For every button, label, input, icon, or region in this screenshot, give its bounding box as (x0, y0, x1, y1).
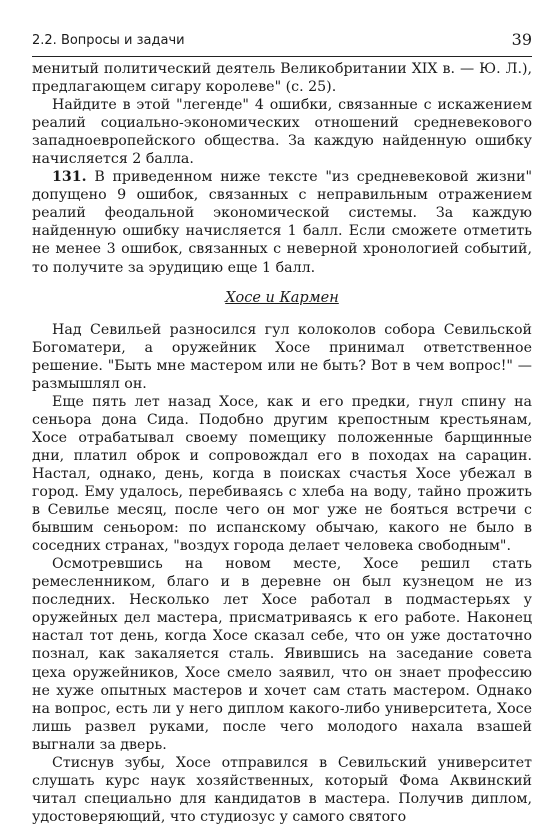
running-header (32, 30, 532, 57)
page-body (32, 60, 532, 826)
task-131-text: В приведенном ниже тексте "из средневековой жизни" допущено 9 ошибок, связанных с неправильным отражением реалий феодальной экономической системы. За каждую найденную ошибку начисляется 1 балл. Если сможете отметить не менее 3 ошибок, связанных с неверной хронологией событий, то получите за эрудицию еще 1 балл. (32, 169, 533, 276)
story-paragraph-4: Стиснув зубы, Хосе отправился в Севильский университет слушать курс наук хозяйственных, который Фома Аквинский читал специально для кандидатов в мастера. Получив диплом, удостоверяющий, что студиозус у самого святого (32, 754, 532, 825)
paragraph-task-130-instruction: Найдите в этой "легенде" 4 ошибки, связанные с искажением реалий социально-экономических отношений средневекового западноевропейского общества. За каждую найденную ошибку начисляется 2 балла. (32, 97, 532, 168)
section-title: 2.2. Вопросы и задачи (32, 33, 185, 48)
story-title: Хосе и Кармен (225, 289, 339, 306)
story-paragraph-2: Еще пять лет назад Хосе, как и его предки, гнул спину на сеньора дона Сида. Подобно другим крепостным крестьянам, Хосе отрабатывал своему помещику положенные барщинные дни, платил оброк и сопровождал его в походах на сарацин. Настал, однако, день, когда в поисках счастья Хосе убежал в город. Ему удалось, перебиваясь с хлеба на воду, тайно прожить в Севилье месяц, после чего он мог уже не бояться встречи с бывшим сеньором: по испанскому обычаю, какого не было в соседних странах, "воздух города делает человека свободным". (32, 393, 532, 555)
story-paragraph-3: Осмотревшись на новом месте, Хосе решил стать ремесленником, благо и в деревне он был кузнецом не из последних. Несколько лет Хосе работал в подмастерьях у оружейных дел мастера, присматриваясь к его работе. Наконец настал тот день, когда Хосе сказал себе, что он уже достаточно познал, как закаляется сталь. Явившись на заседание совета цеха оружейников, Хосе смело заявил, что он знает профессию не хуже опытных мастеров и хочет сам стать мастером. Однако на вопрос, есть ли у него диплом какого-либо университета, Хосе лишь развел руками, после чего молодого нахала взашей выгнали за дверь. (32, 556, 532, 753)
story-paragraph-1: Над Севильей разносился гул колоколов собора Севильской Богоматери, а оружейник Хосе принимал ответственное решение. "Быть мне мастером или не быть? Вот в чем вопрос!" — размышлял он. (32, 321, 532, 392)
task-number: 131. (52, 169, 87, 186)
page-number: 39 (511, 30, 532, 49)
paragraph-continuation: менитый политический деятель Великобритании XIX в. — Ю. Л.), предлагающем сигару королеве" (с. 25). (32, 61, 532, 96)
paragraph-task-131 (32, 168, 532, 276)
